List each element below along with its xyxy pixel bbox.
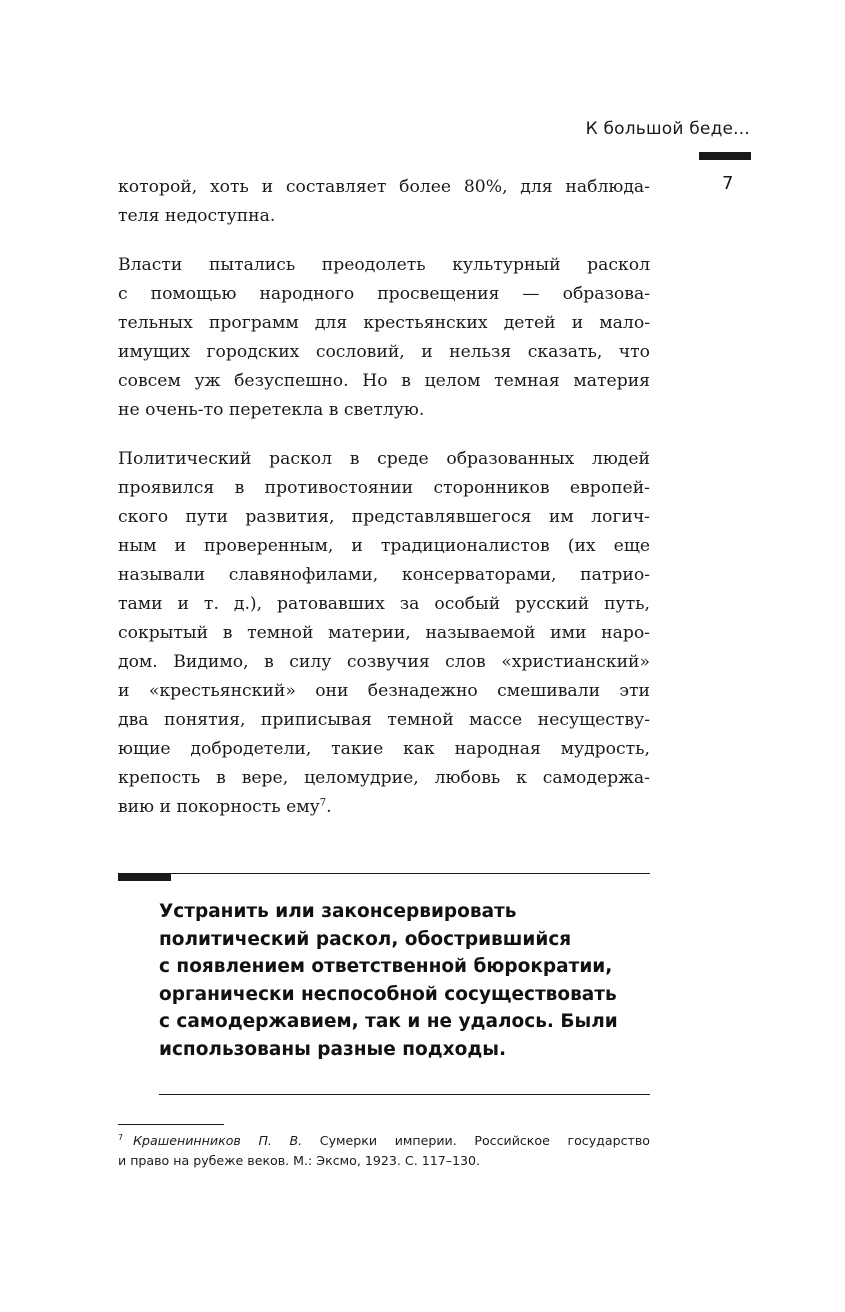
footnote-separator	[118, 1124, 224, 1125]
text-line: проявился в противостоянии сторонников европей-	[118, 478, 650, 498]
running-title: К большой беде...	[585, 119, 750, 139]
end-punctuation: .	[326, 797, 332, 817]
text-line: ным и проверенным, и традиционалистов (их еще	[118, 536, 650, 556]
text-line: Политический раскол в среде образованных людей	[118, 449, 650, 469]
text-line-last	[118, 793, 650, 822]
text-line-content: вию и покорность ему	[118, 797, 320, 817]
footnote-text: Сумерки империи. Российское государство	[302, 1133, 650, 1148]
text-line: сокрытый в темной материи, называемой ими наро-	[118, 623, 650, 643]
text-line: два понятия, приписывая темной массе несуществу-	[118, 710, 650, 730]
text-line: не очень-то перетекла в светлую.	[118, 400, 425, 420]
pull-quote-line: с самодержавием, так и не удалось. Были	[159, 1011, 618, 1032]
pull-quote-top-rule	[118, 873, 650, 874]
pull-quote-line: политический раскол, обострившийся	[159, 928, 572, 950]
pull-quote-line: использованы разные подходы.	[159, 1038, 507, 1060]
pull-quote-line: Устранить или законсервировать	[159, 901, 517, 922]
text-line: тельных программ для крестьянских детей и мало-	[118, 313, 650, 333]
text-line: и «крестьянский» они безнадежно смешивали эти	[118, 681, 650, 701]
page-number: 7	[722, 173, 734, 194]
footnote-line: и право на рубеже веков. М.: Эксмо, 1923. С. 117–130.	[118, 1153, 481, 1168]
text-line: совсем уж безуспешно. Но в целом темная материя	[118, 371, 650, 391]
text-line: дом. Видимо, в силу созвучия слов «христианский»	[118, 652, 650, 672]
pull-quote-line: с появлением ответственной бюрократии,	[159, 956, 613, 977]
footnote-author: Крашенинников П. В.	[133, 1133, 303, 1148]
text-line: Власти пытались преодолеть культурный раскол	[118, 255, 650, 275]
text-line: ского пути развития, представлявшегося им логич-	[118, 507, 650, 527]
text-line: имущих городских сословий, и нельзя сказать, что	[118, 342, 650, 362]
pull-quote-accent-bar	[118, 873, 171, 881]
paragraph	[118, 173, 650, 231]
footnote	[118, 1131, 650, 1171]
footnote-marker: 7	[118, 1132, 124, 1142]
text-line: ющие добродетели, такие как народная мудрость,	[118, 739, 650, 759]
header-bar	[699, 152, 751, 160]
paragraph	[118, 445, 650, 822]
footnote-ref[interactable]: 7	[319, 797, 327, 809]
pull-quote	[159, 898, 650, 1063]
paragraph	[118, 251, 650, 425]
pull-quote-bottom-rule	[159, 1094, 650, 1095]
text-line: которой, хоть и составляет более 80%, для наблюда-	[118, 177, 650, 197]
text-line: теля недоступна.	[118, 206, 276, 226]
pull-quote-line: органически неспособной сосуществовать	[159, 983, 617, 1005]
text-line: называли славянофилами, консерваторами, патрио-	[118, 565, 650, 585]
text-line: с помощью народного просвещения — образова-	[118, 284, 650, 304]
text-line: тами и т. д.), ратовавших за особый русский путь,	[118, 594, 650, 614]
footnote-line	[118, 1131, 650, 1151]
text-line: крепость в вере, целомудрие, любовь к самодержа-	[118, 768, 650, 788]
body-text	[118, 173, 650, 842]
